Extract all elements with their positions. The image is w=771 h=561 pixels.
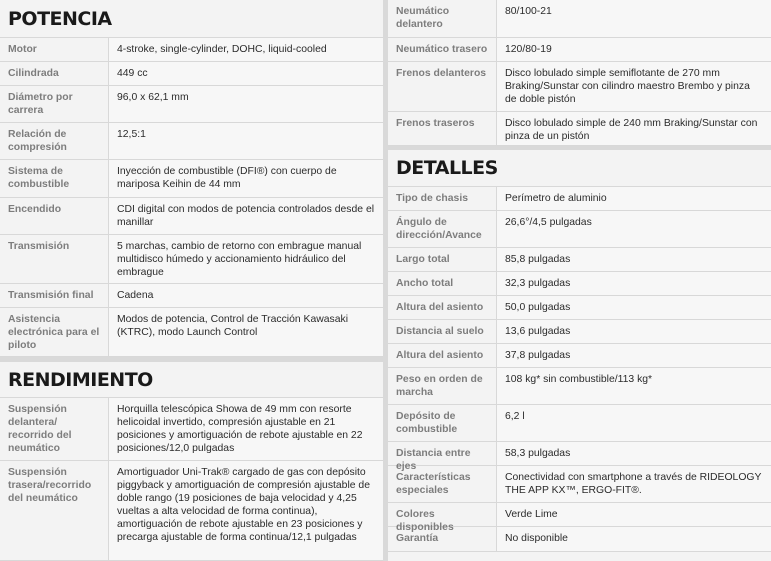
- spec-row: [388, 248, 771, 272]
- spec-value: No disponible: [496, 527, 771, 551]
- spec-label: Sistema de combustible: [8, 166, 70, 190]
- spec-row: [0, 62, 383, 86]
- section-title-rendimiento: RENDIMIENTO: [0, 362, 383, 398]
- spec-value: 26,6°/4,5 pulgadas: [496, 211, 771, 247]
- spec-label: Colores disponibles: [396, 509, 454, 533]
- spec-row: [388, 272, 771, 296]
- rendimiento-rows: [0, 398, 383, 561]
- spec-value: 5 marchas, cambio de retorno con embrague manual multidisco húmedo y accionamiento hidráulico del embrague: [108, 235, 383, 283]
- spec-label: Diámetro por carrera: [8, 92, 73, 116]
- spec-label: Depósito de combustible: [396, 411, 458, 435]
- spec-row: [0, 398, 383, 461]
- spec-value: 13,6 pulgadas: [496, 320, 771, 343]
- spec-value: 96,0 x 62,1 mm: [108, 86, 383, 122]
- spec-value: 85,8 pulgadas: [496, 248, 771, 271]
- spec-row: [0, 461, 383, 561]
- spec-label: Frenos delanteros: [396, 68, 487, 79]
- spec-row: [388, 344, 771, 368]
- section-potencia: [0, 0, 383, 357]
- spec-row: [0, 284, 383, 308]
- section-title-potencia: POTENCIA: [0, 0, 383, 38]
- spec-label: Altura del asiento: [396, 350, 484, 361]
- spec-row: [388, 442, 771, 472]
- detalles-rows: [388, 187, 771, 552]
- spec-label: Ángulo de dirección/Avance: [396, 217, 482, 241]
- spec-row: [0, 198, 383, 235]
- spec-value: Perímetro de aluminio: [496, 187, 771, 210]
- section-chasis: [388, 0, 771, 146]
- section-rendimiento: [0, 362, 383, 561]
- left-column: [0, 0, 383, 561]
- spec-label: Suspensión delantera/ recorrido del neumático: [8, 404, 72, 454]
- spec-value: 449 cc: [108, 62, 383, 85]
- spec-row: [0, 308, 383, 357]
- spec-label: Frenos traseros: [396, 118, 475, 129]
- spec-value: 120/80-19: [496, 38, 771, 61]
- section-divider: [388, 146, 771, 150]
- spec-row: [0, 38, 383, 62]
- potencia-rows: [0, 38, 383, 357]
- spec-label: Suspensión trasera/recorrido del neumático: [8, 467, 92, 504]
- spec-label: Cilindrada: [8, 68, 59, 79]
- section-detalles: [388, 150, 771, 552]
- spec-label: Distancia entre ejes: [396, 448, 471, 472]
- spec-value: CDI digital con modos de potencia controlados desde el manillar: [108, 198, 383, 234]
- spec-row: [388, 112, 771, 146]
- spec-label: Encendido: [8, 204, 62, 215]
- spec-value: 80/100-21: [496, 0, 771, 37]
- spec-row: [0, 160, 383, 198]
- spec-value: Modos de potencia, Control de Tracción Kawasaki (KTRC), modo Launch Control: [108, 308, 383, 356]
- spec-label: Neumático delantero: [396, 6, 450, 30]
- spec-row: [388, 405, 771, 442]
- spec-value: Cadena: [108, 284, 383, 307]
- spec-value: 12,5:1: [108, 123, 383, 159]
- spec-label: Altura del asiento: [396, 302, 484, 313]
- spec-label: Transmisión: [8, 241, 70, 252]
- spec-value: Horquilla telescópica Showa de 49 mm con resorte helicoidal invertido, compresión ajustable en 21 posiciones y amortiguación de rebote ajustable en 22 posiciones/12,0 pulgadas: [108, 398, 383, 460]
- spec-label: Tipo de chasis: [396, 193, 468, 204]
- spec-row: [388, 320, 771, 344]
- spec-row: [388, 62, 771, 112]
- spec-row: [388, 368, 771, 405]
- spec-row: [388, 38, 771, 62]
- spec-label: Garantía: [396, 533, 439, 544]
- spec-row: [0, 123, 383, 160]
- spec-value: 50,0 pulgadas: [496, 296, 771, 319]
- right-column: [388, 0, 771, 561]
- spec-value: Verde Lime: [496, 503, 771, 526]
- spec-value: 108 kg* sin combustible/113 kg*: [496, 368, 771, 404]
- chasis-rows: [388, 0, 771, 146]
- spec-row: [388, 296, 771, 320]
- spec-value: Inyección de combustible (DFI®) con cuerpo de mariposa Keihin de 44 mm: [108, 160, 383, 197]
- spec-label: Relación de compresión: [8, 129, 67, 153]
- spec-row: [0, 235, 383, 284]
- spec-row: [388, 187, 771, 211]
- spec-label: Asistencia electrónica para el piloto: [8, 314, 100, 351]
- spec-label: Distancia al suelo: [396, 326, 484, 337]
- spec-value: 37,8 pulgadas: [496, 344, 771, 367]
- spec-value: 6,2 l: [496, 405, 771, 441]
- spec-label: Peso en orden de marcha: [396, 374, 483, 398]
- spec-label: Motor: [8, 44, 37, 55]
- spec-label: Transmisión final: [8, 290, 94, 301]
- spec-value: 4-stroke, single-cylinder, DOHC, liquid-cooled: [108, 38, 383, 61]
- section-divider: [0, 357, 383, 362]
- spec-row: [388, 0, 771, 38]
- spec-value: Disco lobulado simple semiflotante de 270 mm Braking/Sunstar con cilindro maestro Brembo y pinza de doble pistón: [496, 62, 771, 111]
- section-title-detalles: DETALLES: [388, 150, 771, 187]
- spec-label: Neumático trasero: [396, 44, 488, 55]
- spec-value: Amortiguador Uni-Trak® cargado de gas con depósito piggyback y amortiguación de compresión ajustable de doble rango (19 posiciones de baja velocidad y 4,25 vueltas a alta velocidad de forma continua), amortiguación de rebote ajustable en 23 posiciones y precarga ajustable de forma continua/12,1 pulgadas: [108, 461, 383, 560]
- spec-label: Ancho total: [396, 278, 454, 289]
- spec-row: [388, 527, 771, 552]
- spec-row: [388, 466, 771, 503]
- spec-value: 58,3 pulgadas: [496, 442, 771, 465]
- spec-row: [388, 503, 771, 533]
- spec-value: Disco lobulado simple de 240 mm Braking/Sunstar con pinza de un pistón: [496, 112, 771, 145]
- spec-label: Características especiales: [396, 472, 471, 496]
- spec-row: [0, 86, 383, 123]
- spec-value: 32,3 pulgadas: [496, 272, 771, 295]
- spec-row: [388, 211, 771, 248]
- spec-label: Largo total: [396, 254, 450, 265]
- spec-value: Conectividad con smartphone a través de RIDEOLOGY THE APP KX™, ERGO-FIT®.: [496, 466, 771, 502]
